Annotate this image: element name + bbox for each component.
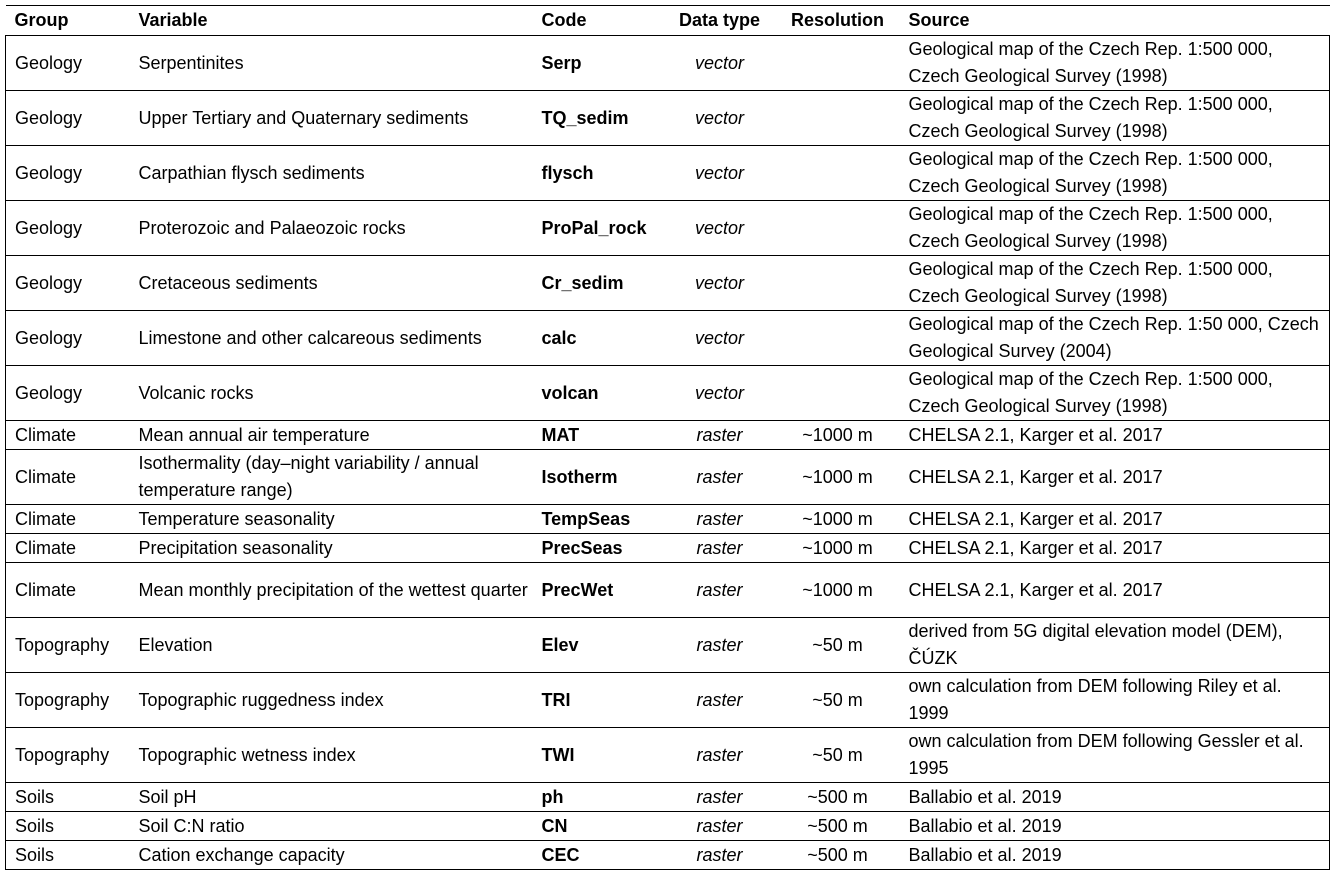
cell-code: TQ_sedim — [533, 91, 664, 146]
cell-variable: Topographic wetness index — [130, 728, 533, 783]
cell-variable: Limestone and other calcareous sediments — [130, 311, 533, 366]
cell-data-type: raster — [664, 505, 776, 534]
cell-resolution — [776, 146, 900, 201]
cell-code: PrecSeas — [533, 534, 664, 563]
cell-variable: Cation exchange capacity — [130, 841, 533, 870]
table-row — [6, 673, 1330, 728]
cell-data-type: raster — [664, 534, 776, 563]
table-row — [6, 728, 1330, 783]
header-row — [6, 6, 1330, 36]
cell-group: Climate — [6, 421, 130, 450]
table-row — [6, 201, 1330, 256]
cell-data-type: raster — [664, 783, 776, 812]
cell-source: own calculation from DEM following Gessler et al. 1995 — [900, 728, 1330, 783]
cell-code: calc — [533, 311, 664, 366]
table-row — [6, 534, 1330, 563]
cell-group: Geology — [6, 201, 130, 256]
cell-data-type: vector — [664, 146, 776, 201]
cell-group: Soils — [6, 841, 130, 870]
cell-variable: Serpentinites — [130, 36, 533, 91]
cell-source: Geological map of the Czech Rep. 1:50 000, Czech Geological Survey (2004) — [900, 311, 1330, 366]
cell-source: Geological map of the Czech Rep. 1:500 000, Czech Geological Survey (1998) — [900, 366, 1330, 421]
cell-code: MAT — [533, 421, 664, 450]
cell-resolution: ~50 m — [776, 673, 900, 728]
variables-table-container — [5, 5, 1329, 870]
cell-code: PrecWet — [533, 563, 664, 618]
cell-code: Isotherm — [533, 450, 664, 505]
cell-group: Topography — [6, 618, 130, 673]
cell-source: Geological map of the Czech Rep. 1:500 000, Czech Geological Survey (1998) — [900, 146, 1330, 201]
cell-source: CHELSA 2.1, Karger et al. 2017 — [900, 450, 1330, 505]
cell-resolution — [776, 256, 900, 311]
table-row — [6, 256, 1330, 311]
cell-code: flysch — [533, 146, 664, 201]
header-code: Code — [533, 6, 664, 36]
cell-data-type: vector — [664, 366, 776, 421]
cell-group: Geology — [6, 146, 130, 201]
cell-group: Geology — [6, 91, 130, 146]
header-variable: Variable — [130, 6, 533, 36]
cell-resolution: ~1000 m — [776, 563, 900, 618]
cell-code: TWI — [533, 728, 664, 783]
cell-group: Geology — [6, 36, 130, 91]
cell-variable: Proterozoic and Palaeozoic rocks — [130, 201, 533, 256]
cell-resolution: ~500 m — [776, 812, 900, 841]
cell-variable: Isothermality (day–night variability / annual temperature range) — [130, 450, 533, 505]
table-row — [6, 421, 1330, 450]
cell-code: TRI — [533, 673, 664, 728]
cell-data-type: vector — [664, 256, 776, 311]
variables-table — [5, 5, 1330, 870]
cell-code: CN — [533, 812, 664, 841]
cell-resolution: ~1000 m — [776, 534, 900, 563]
cell-data-type: raster — [664, 563, 776, 618]
cell-source: CHELSA 2.1, Karger et al. 2017 — [900, 534, 1330, 563]
cell-resolution: ~50 m — [776, 618, 900, 673]
cell-resolution: ~500 m — [776, 783, 900, 812]
cell-code: Serp — [533, 36, 664, 91]
table-row — [6, 618, 1330, 673]
cell-data-type: raster — [664, 812, 776, 841]
cell-variable: Precipitation seasonality — [130, 534, 533, 563]
cell-code: ph — [533, 783, 664, 812]
cell-data-type: raster — [664, 450, 776, 505]
cell-source: Geological map of the Czech Rep. 1:500 000, Czech Geological Survey (1998) — [900, 91, 1330, 146]
table-row — [6, 91, 1330, 146]
cell-group: Climate — [6, 450, 130, 505]
table-row — [6, 450, 1330, 505]
cell-source: Geological map of the Czech Rep. 1:500 000, Czech Geological Survey (1998) — [900, 201, 1330, 256]
cell-group: Soils — [6, 812, 130, 841]
table-header — [6, 6, 1330, 36]
table-row — [6, 311, 1330, 366]
cell-source: Geological map of the Czech Rep. 1:500 000, Czech Geological Survey (1998) — [900, 36, 1330, 91]
cell-group: Geology — [6, 366, 130, 421]
table-row — [6, 366, 1330, 421]
cell-source: CHELSA 2.1, Karger et al. 2017 — [900, 563, 1330, 618]
cell-resolution: ~1000 m — [776, 450, 900, 505]
cell-resolution: ~1000 m — [776, 505, 900, 534]
cell-source: Ballabio et al. 2019 — [900, 841, 1330, 870]
cell-source: own calculation from DEM following Riley et al. 1999 — [900, 673, 1330, 728]
header-source: Source — [900, 6, 1330, 36]
cell-code: Cr_sedim — [533, 256, 664, 311]
table-row — [6, 505, 1330, 534]
cell-data-type: vector — [664, 311, 776, 366]
cell-data-type: raster — [664, 841, 776, 870]
table-body — [6, 36, 1330, 870]
cell-source: Ballabio et al. 2019 — [900, 812, 1330, 841]
cell-variable: Topographic ruggedness index — [130, 673, 533, 728]
cell-group: Geology — [6, 256, 130, 311]
cell-data-type: raster — [664, 421, 776, 450]
cell-data-type: vector — [664, 36, 776, 91]
cell-resolution: ~50 m — [776, 728, 900, 783]
header-resolution: Resolution — [776, 6, 900, 36]
table-row — [6, 812, 1330, 841]
header-data-type: Data type — [664, 6, 776, 36]
cell-data-type: vector — [664, 201, 776, 256]
cell-variable: Volcanic rocks — [130, 366, 533, 421]
cell-resolution — [776, 311, 900, 366]
cell-source: Ballabio et al. 2019 — [900, 783, 1330, 812]
cell-code: volcan — [533, 366, 664, 421]
cell-code: TempSeas — [533, 505, 664, 534]
cell-group: Climate — [6, 534, 130, 563]
cell-group: Topography — [6, 728, 130, 783]
table-row — [6, 36, 1330, 91]
cell-resolution — [776, 36, 900, 91]
table-row — [6, 146, 1330, 201]
cell-group: Climate — [6, 505, 130, 534]
cell-resolution — [776, 366, 900, 421]
cell-variable: Cretaceous sediments — [130, 256, 533, 311]
cell-variable: Mean monthly precipitation of the wettest quarter — [130, 563, 533, 618]
cell-resolution — [776, 91, 900, 146]
cell-data-type: raster — [664, 618, 776, 673]
cell-variable: Soil C:N ratio — [130, 812, 533, 841]
cell-data-type: vector — [664, 91, 776, 146]
cell-code: ProPal_rock — [533, 201, 664, 256]
table-row — [6, 783, 1330, 812]
cell-source: CHELSA 2.1, Karger et al. 2017 — [900, 505, 1330, 534]
cell-data-type: raster — [664, 728, 776, 783]
header-group: Group — [6, 6, 130, 36]
cell-source: Geological map of the Czech Rep. 1:500 000, Czech Geological Survey (1998) — [900, 256, 1330, 311]
cell-variable: Mean annual air temperature — [130, 421, 533, 450]
cell-variable: Soil pH — [130, 783, 533, 812]
cell-resolution — [776, 201, 900, 256]
cell-group: Geology — [6, 311, 130, 366]
cell-group: Topography — [6, 673, 130, 728]
cell-group: Soils — [6, 783, 130, 812]
cell-data-type: raster — [664, 673, 776, 728]
cell-variable: Carpathian flysch sediments — [130, 146, 533, 201]
cell-code: Elev — [533, 618, 664, 673]
cell-code: CEC — [533, 841, 664, 870]
cell-resolution: ~500 m — [776, 841, 900, 870]
cell-variable: Temperature seasonality — [130, 505, 533, 534]
cell-variable: Upper Tertiary and Quaternary sediments — [130, 91, 533, 146]
cell-source: CHELSA 2.1, Karger et al. 2017 — [900, 421, 1330, 450]
cell-source: derived from 5G digital elevation model (DEM), ČÚZK — [900, 618, 1330, 673]
cell-resolution: ~1000 m — [776, 421, 900, 450]
table-row — [6, 563, 1330, 618]
cell-variable: Elevation — [130, 618, 533, 673]
table-row — [6, 841, 1330, 870]
cell-group: Climate — [6, 563, 130, 618]
